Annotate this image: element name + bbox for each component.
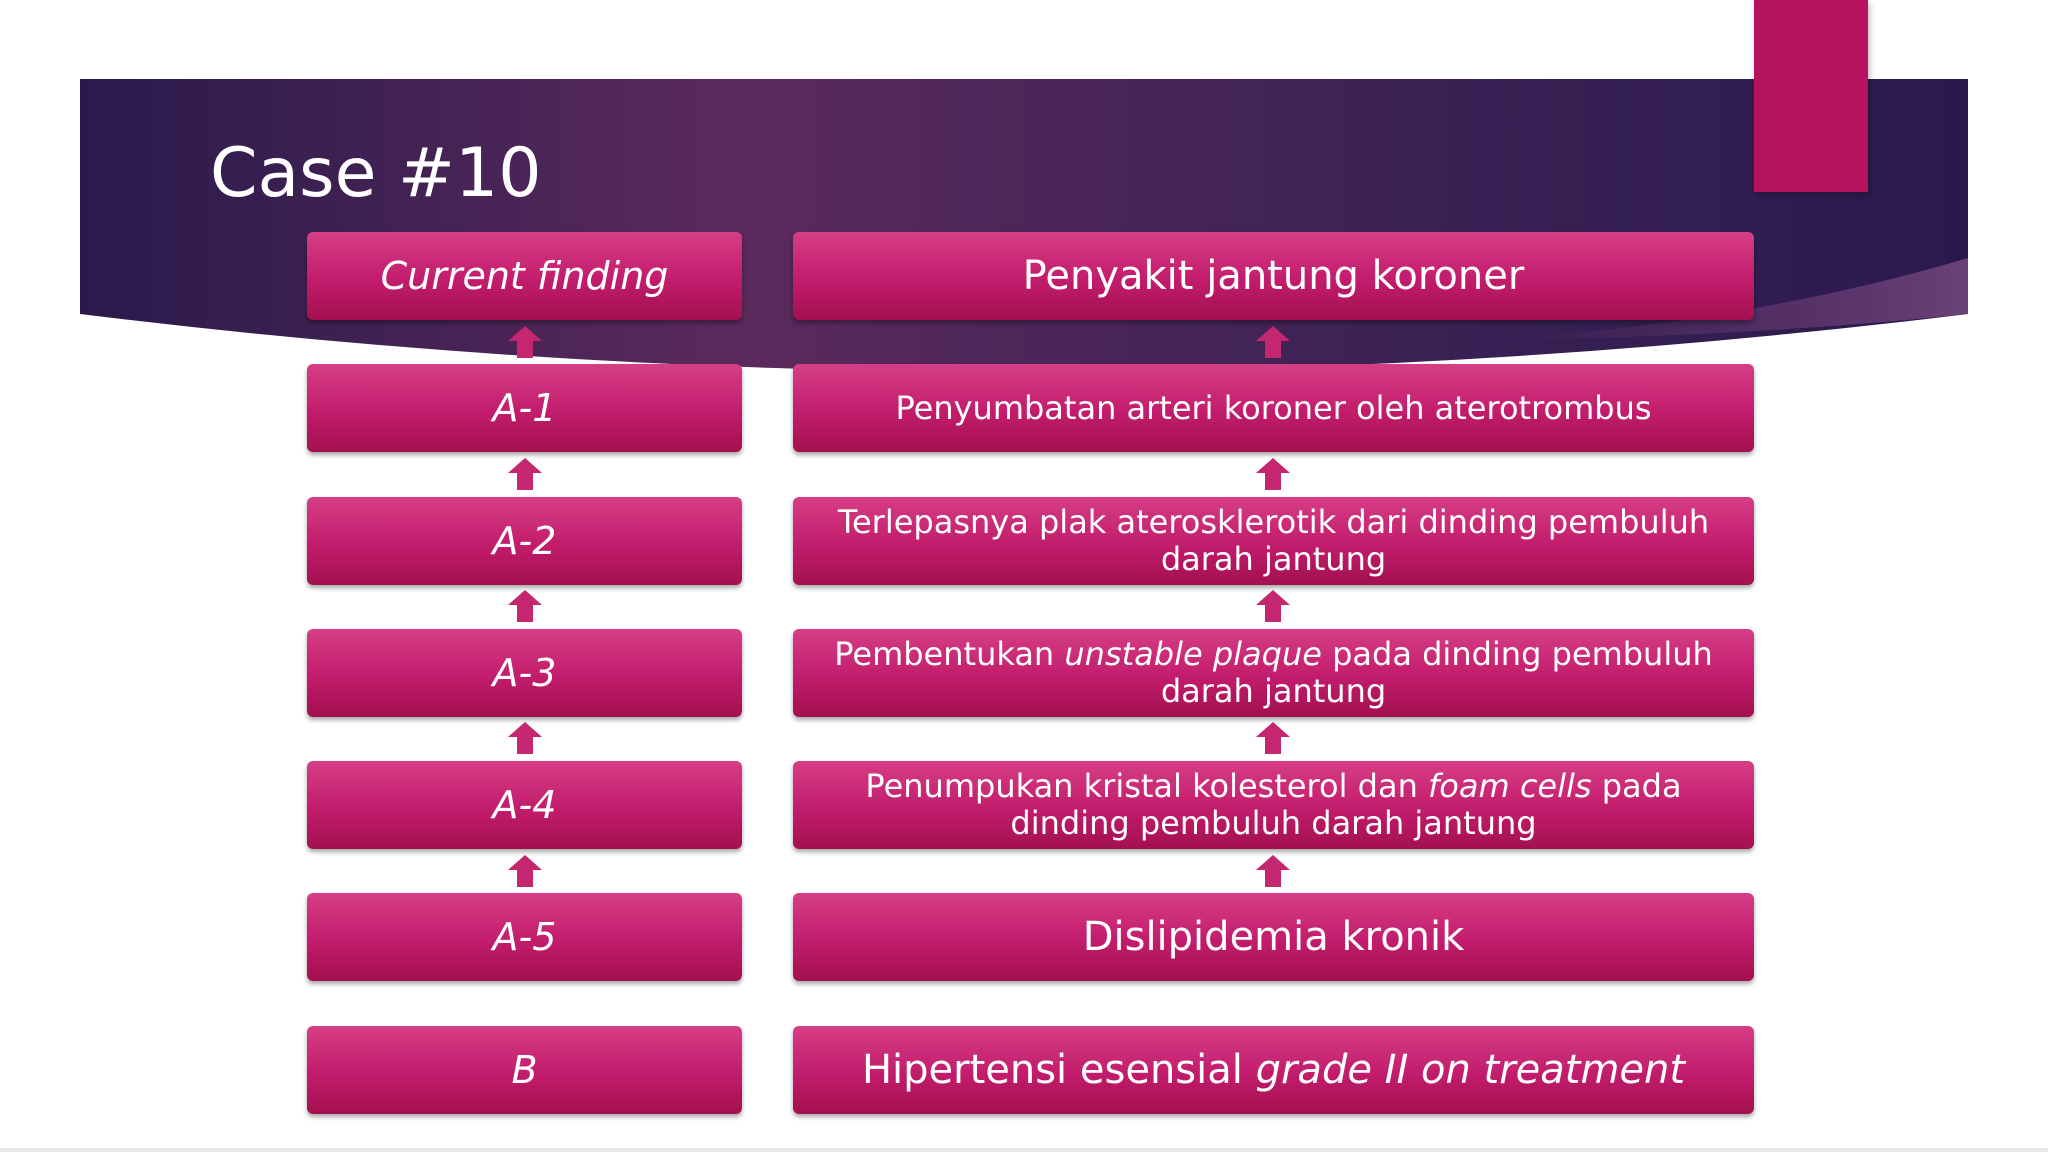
up-arrow-icon [1256, 590, 1290, 622]
right-box-r4 [793, 761, 1754, 849]
up-arrow-icon [508, 855, 542, 887]
left-box-a1: A-1 [307, 364, 742, 452]
up-arrow-icon [508, 590, 542, 622]
left-box-a4: A-4 [307, 761, 742, 849]
bottom-divider [0, 1148, 2048, 1152]
slide-title: Case #10 [210, 134, 542, 213]
right-box-r6-text: Hipertensi esensial grade II on treatment [861, 1047, 1686, 1093]
right-box-diagnosis: Penyakit jantung koroner [793, 232, 1754, 320]
left-box-b: B [307, 1026, 742, 1114]
left-box-a2: A-2 [307, 497, 742, 585]
up-arrow-icon [1256, 722, 1290, 754]
left-box-current-finding: Current finding [307, 232, 742, 320]
right-box-r6 [793, 1026, 1754, 1114]
left-box-a5: A-5 [307, 893, 742, 981]
up-arrow-icon [508, 326, 542, 358]
up-arrow-icon [1256, 326, 1290, 358]
up-arrow-icon [1256, 458, 1290, 490]
right-box-r3-text: Pembentukan unstable plaque pada dinding pembuluh darah jantung [834, 635, 1713, 710]
right-box-r4-text: Penumpukan kristal kolesterol dan foam cells pada dinding pembuluh darah jantung [865, 767, 1682, 842]
accent-tab [1754, 0, 1868, 192]
right-box-r3 [793, 629, 1754, 717]
up-arrow-icon [508, 722, 542, 754]
right-box-r1: Penyumbatan arteri koroner oleh aterotrombus [793, 364, 1754, 452]
up-arrow-icon [1256, 855, 1290, 887]
right-box-r2: Terlepasnya plak aterosklerotik dari dinding pembuluh darah jantung [793, 497, 1754, 585]
up-arrow-icon [508, 458, 542, 490]
left-box-a3: A-3 [307, 629, 742, 717]
right-box-r5: Dislipidemia kronik [793, 893, 1754, 981]
